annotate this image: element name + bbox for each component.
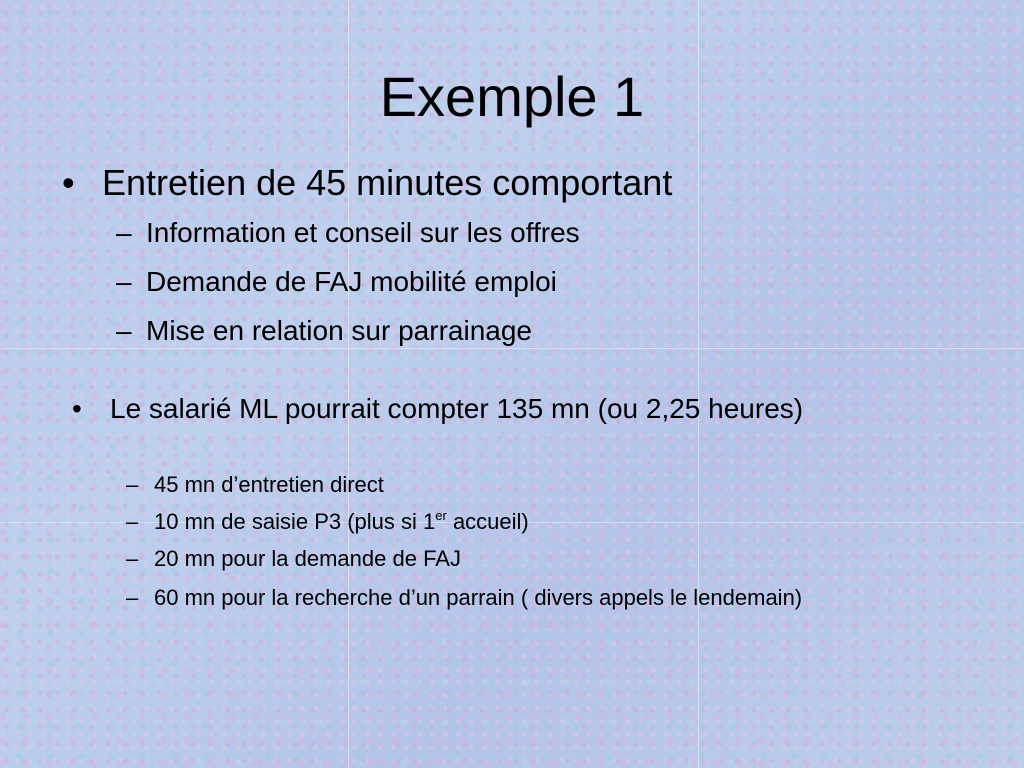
ordinal-superscript: er	[435, 508, 447, 523]
bullet-interview	[62, 162, 672, 204]
dash-marker: –	[116, 217, 132, 248]
bullet-time-estimate	[72, 392, 852, 426]
bullet-marker: •	[72, 393, 82, 424]
sub-item-text: 20 mn pour la demande de FAJ	[154, 546, 461, 571]
dash-marker: –	[126, 546, 139, 571]
sub-item	[126, 508, 866, 536]
sub-item	[126, 584, 866, 612]
sub-item	[126, 471, 866, 499]
dash-marker: –	[116, 266, 132, 297]
sub-item-text: 45 mn d’entretien direct	[154, 472, 384, 497]
sub-item	[116, 315, 532, 347]
sub-item-text-end: accueil)	[446, 509, 529, 534]
sub-item	[116, 266, 557, 298]
dash-marker: –	[116, 315, 132, 346]
dash-marker: –	[126, 509, 139, 534]
bullet-text: Entretien de 45 minutes comportant	[102, 162, 673, 203]
sub-item-text: Demande de FAJ mobilité emploi	[146, 266, 557, 297]
sub-item-text: Information et conseil sur les offres	[146, 217, 580, 248]
sub-item-text: 60 mn pour la recherche d’un parrain ( divers appels le lendemain)	[154, 585, 803, 610]
dash-marker: –	[126, 585, 139, 610]
sub-item	[116, 217, 580, 249]
background-seam	[0, 348, 1024, 349]
sub-item	[126, 545, 866, 573]
bullet-text: Le salarié ML pourrait compter 135 mn (ou 2,25 heures)	[110, 393, 804, 424]
sub-item-text	[154, 508, 529, 536]
sub-item-text-start: 10 mn de saisie P3 (plus si 1	[154, 509, 436, 534]
sub-item-text: Mise en relation sur parrainage	[146, 315, 532, 346]
slide-title: Exemple 1	[379, 65, 645, 128]
dash-marker: –	[126, 472, 139, 497]
bullet-marker: •	[62, 162, 75, 203]
